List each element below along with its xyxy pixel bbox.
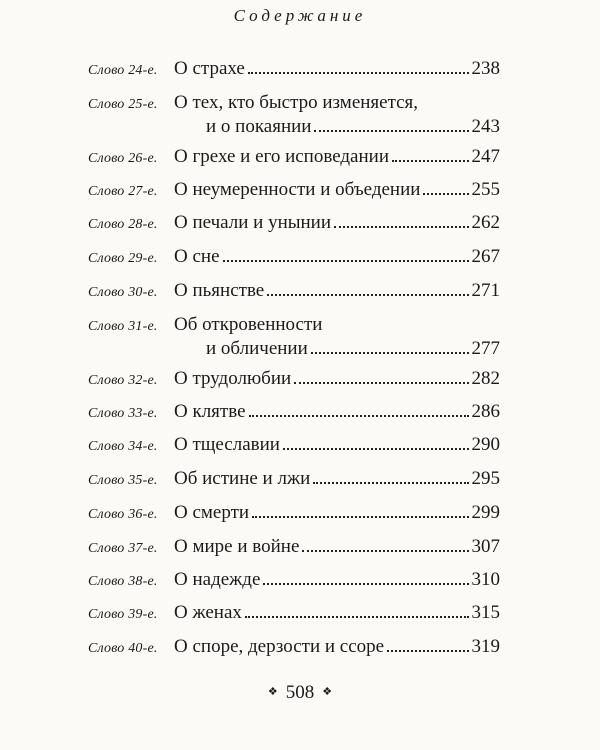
dot-leader — [223, 260, 469, 262]
toc-entry — [88, 145, 500, 169]
entry-page-number: 243 — [471, 116, 500, 137]
toc-entry — [88, 501, 500, 525]
toc-line — [88, 211, 500, 235]
toc-line — [88, 568, 500, 592]
entry-label: Слово 38-е. — [88, 574, 158, 589]
entry-label: Слово 36-е. — [88, 507, 158, 522]
toc-line — [88, 601, 500, 625]
entry-title: О грехе и его исповедании — [174, 146, 389, 167]
dot-leader — [252, 516, 468, 518]
toc-line — [88, 467, 500, 491]
toc-line — [88, 400, 500, 424]
entry-title: О смерти — [174, 502, 250, 523]
ornament-right-icon: ❖ — [322, 686, 333, 698]
toc-entry — [88, 367, 500, 391]
entry-page-number: 315 — [471, 602, 500, 623]
entry-label: Слово 40-е. — [88, 641, 158, 656]
toc-entry — [88, 178, 500, 202]
toc-entry — [88, 245, 500, 269]
toc-line — [88, 91, 500, 115]
entry-title: О споре, дерзости и ссоре — [174, 636, 385, 657]
entry-title: О сне — [174, 246, 220, 267]
toc-line-continuation — [88, 115, 500, 139]
folio-page-number: 508 — [285, 682, 315, 703]
entry-label: Слово 39-е. — [88, 607, 158, 622]
toc-line — [88, 535, 500, 559]
dot-leader — [283, 448, 469, 450]
dot-leader — [392, 160, 469, 162]
entry-label: Слово 26-е. — [88, 151, 158, 166]
entry-label: Слово 29-е. — [88, 251, 158, 266]
toc-line — [88, 501, 500, 525]
toc-line — [88, 57, 500, 81]
entry-title: Об откровенности — [174, 314, 323, 335]
toc-line — [88, 635, 500, 659]
entry-page-number: 319 — [471, 636, 500, 657]
entry-label: Слово 34-е. — [88, 439, 158, 454]
toc-entry — [88, 467, 500, 491]
entry-label: Слово 37-е. — [88, 541, 158, 556]
dot-leader — [263, 583, 468, 585]
entry-page-number: 255 — [471, 179, 500, 200]
dot-leader — [387, 650, 468, 652]
toc-entry — [88, 57, 500, 81]
toc-line — [88, 145, 500, 169]
entry-title: О тщеславии — [174, 434, 280, 455]
entry-label: Слово 32-е. — [88, 373, 158, 388]
dot-leader — [423, 193, 468, 195]
toc-entry — [88, 279, 500, 303]
entry-label: Слово 30-е. — [88, 285, 158, 300]
toc-entry — [88, 91, 500, 139]
dot-leader — [294, 382, 468, 384]
toc-entry — [88, 433, 500, 457]
toc-entry — [88, 601, 500, 625]
dot-leader — [311, 352, 469, 354]
dot-leader — [334, 226, 468, 228]
toc-entry — [88, 313, 500, 361]
entry-label: Слово 28-е. — [88, 217, 158, 232]
toc-entry — [88, 568, 500, 592]
entry-title: О надежде — [174, 569, 261, 590]
entry-title: О страхе — [174, 58, 245, 79]
dot-leader — [267, 294, 468, 296]
entry-page-number: 247 — [471, 146, 500, 167]
entry-title: О неумеренности и объедении — [174, 179, 421, 200]
dot-leader — [302, 550, 468, 552]
entry-title: О печали и унынии — [174, 212, 332, 233]
entry-page-number: 286 — [471, 401, 500, 422]
entry-label: Слово 24-е. — [88, 63, 158, 78]
entry-page-number: 299 — [471, 502, 500, 523]
entry-label: Слово 35-е. — [88, 473, 158, 488]
toc-line — [88, 178, 500, 202]
toc-entry — [88, 535, 500, 559]
toc-line — [88, 433, 500, 457]
dot-leader — [313, 482, 468, 484]
entry-label: Слово 25-е. — [88, 97, 158, 112]
page-footer — [0, 682, 600, 704]
entry-label: Слово 31-е. — [88, 319, 158, 334]
entry-page-number: 262 — [471, 212, 500, 233]
entry-page-number: 282 — [471, 368, 500, 389]
dot-leader — [249, 415, 469, 417]
ornament-left-icon: ❖ — [267, 686, 278, 698]
entry-title: О тех, кто быстро изменяется, — [174, 92, 419, 113]
entry-title: О мире и войне — [174, 536, 300, 557]
dot-leader — [245, 616, 469, 618]
entry-page-number: 238 — [471, 58, 500, 79]
toc-line-continuation — [88, 337, 500, 361]
entry-title: О клятве — [174, 401, 246, 422]
toc-line — [88, 313, 500, 337]
entry-page-number: 267 — [471, 246, 500, 267]
entry-label: Слово 27-е. — [88, 184, 158, 199]
dot-leader — [248, 72, 469, 74]
dot-leader — [314, 130, 468, 132]
toc-entry — [88, 211, 500, 235]
entry-title-continuation: и о покаянии — [206, 116, 312, 137]
entry-page-number: 290 — [471, 434, 500, 455]
entry-page-number: 271 — [471, 280, 500, 301]
toc-line — [88, 367, 500, 391]
entry-page-number: 310 — [471, 569, 500, 590]
entry-title: О пьянстве — [174, 280, 265, 301]
toc-line — [88, 279, 500, 303]
entry-title-continuation: и обличении — [206, 338, 308, 359]
entry-title: Об истине и лжи — [174, 468, 311, 489]
toc-entry — [88, 400, 500, 424]
entry-title: О женах — [174, 602, 242, 623]
toc-line — [88, 245, 500, 269]
toc-entry — [88, 635, 500, 659]
entry-page-number: 307 — [471, 536, 500, 557]
entry-title: О трудолюбии — [174, 368, 292, 389]
entry-label: Слово 33-е. — [88, 406, 158, 421]
running-head-title: Содержание — [233, 6, 367, 25]
entry-page-number: 277 — [471, 338, 500, 359]
entry-page-number: 295 — [471, 468, 500, 489]
